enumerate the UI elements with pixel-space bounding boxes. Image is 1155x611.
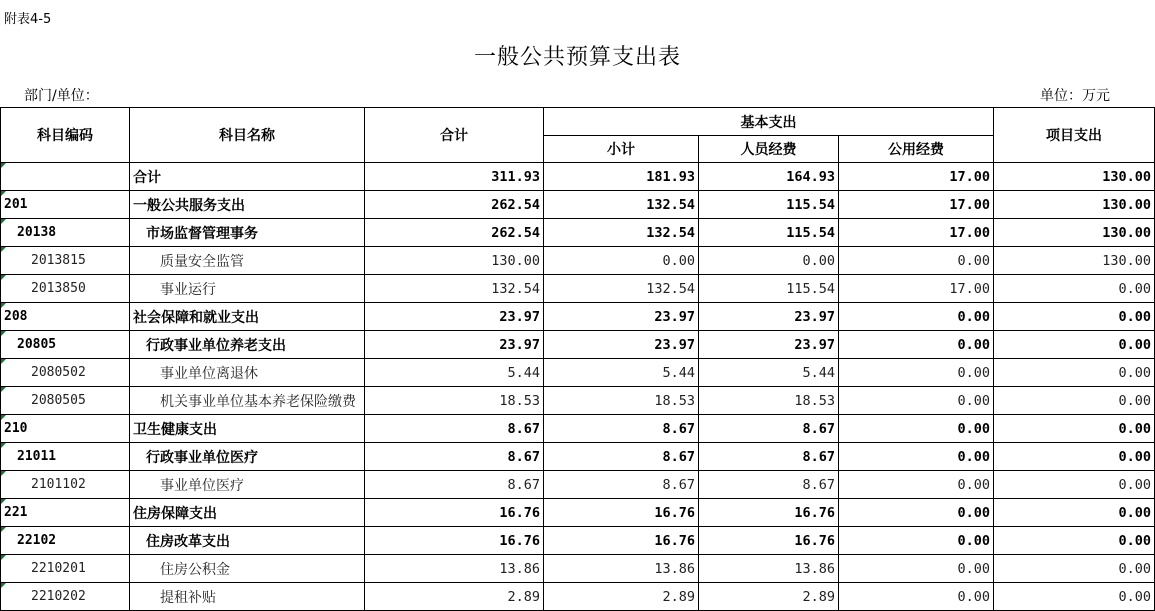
- cell-project: 0.00: [994, 359, 1155, 387]
- header-total: 合计: [365, 108, 544, 163]
- header-subtotal: 小计: [544, 136, 699, 163]
- cell-subtotal: 23.97: [544, 303, 699, 331]
- cell-personnel: 23.97: [699, 331, 839, 359]
- cell-project: 0.00: [994, 415, 1155, 443]
- cell-project: 0.00: [994, 331, 1155, 359]
- cell-project: 0.00: [994, 583, 1155, 611]
- table-row: [1, 527, 1155, 555]
- cell-total: 5.44: [365, 359, 544, 387]
- header-project: 项目支出: [994, 108, 1155, 163]
- cell-name: 机关事业单位基本养老保险缴费: [130, 387, 365, 415]
- cell-subtotal: 23.97: [544, 331, 699, 359]
- table-row: [1, 499, 1155, 527]
- cell-subtotal: 8.67: [544, 443, 699, 471]
- cell-public: 0.00: [839, 583, 994, 611]
- cell-name: 一般公共服务支出: [130, 191, 365, 219]
- table-row: [1, 191, 1155, 219]
- table-row: [1, 387, 1155, 415]
- header-code: 科目编码: [1, 108, 130, 163]
- header-personnel: 人员经费: [699, 136, 839, 163]
- cell-code: 20805: [1, 331, 130, 359]
- cell-subtotal: 5.44: [544, 359, 699, 387]
- cell-project: 130.00: [994, 191, 1155, 219]
- cell-name: 质量安全监管: [130, 247, 365, 275]
- cell-public: 17.00: [839, 219, 994, 247]
- department-label: 部门/单位：: [24, 88, 99, 104]
- cell-name: 住房公积金: [130, 555, 365, 583]
- cell-total: 23.97: [365, 303, 544, 331]
- table-row: [1, 415, 1155, 443]
- cell-personnel: 18.53: [699, 387, 839, 415]
- table-row: [1, 583, 1155, 611]
- cell-public: 0.00: [839, 555, 994, 583]
- cell-code: 20138: [1, 219, 130, 247]
- table-row: [1, 303, 1155, 331]
- cell-public: 0.00: [839, 303, 994, 331]
- cell-subtotal: 132.54: [544, 191, 699, 219]
- cell-subtotal: 8.67: [544, 415, 699, 443]
- table-row: [1, 163, 1155, 191]
- cell-code: 2080502: [1, 359, 130, 387]
- cell-code: 208: [1, 303, 130, 331]
- cell-total: 8.67: [365, 443, 544, 471]
- cell-total: 16.76: [365, 499, 544, 527]
- cell-personnel: 115.54: [699, 191, 839, 219]
- cell-public: 0.00: [839, 359, 994, 387]
- cell-project: 0.00: [994, 275, 1155, 303]
- cell-name: 提租补贴: [130, 583, 365, 611]
- cell-subtotal: 16.76: [544, 499, 699, 527]
- cell-code: 2210202: [1, 583, 130, 611]
- cell-code: 2080505: [1, 387, 130, 415]
- cell-subtotal: 13.86: [544, 555, 699, 583]
- cell-total: 2.89: [365, 583, 544, 611]
- cell-code: 221: [1, 499, 130, 527]
- cell-project: 0.00: [994, 443, 1155, 471]
- page-title: 一般公共预算支出表: [473, 45, 681, 70]
- cell-code: [1, 163, 130, 191]
- cell-subtotal: 132.54: [544, 275, 699, 303]
- cell-public: 17.00: [839, 275, 994, 303]
- cell-name: 事业单位离退休: [130, 359, 365, 387]
- cell-name: 住房改革支出: [130, 527, 365, 555]
- table-row: [1, 275, 1155, 303]
- cell-code: 2013815: [1, 247, 130, 275]
- table-row: [1, 471, 1155, 499]
- cell-personnel: 115.54: [699, 219, 839, 247]
- cell-name: 合计: [130, 163, 365, 191]
- cell-personnel: 2.89: [699, 583, 839, 611]
- cell-project: 130.00: [994, 247, 1155, 275]
- cell-name: 卫生健康支出: [130, 415, 365, 443]
- cell-personnel: 16.76: [699, 527, 839, 555]
- cell-code: 22102: [1, 527, 130, 555]
- cell-project: 130.00: [994, 219, 1155, 247]
- cell-name: 事业单位医疗: [130, 471, 365, 499]
- cell-total: 132.54: [365, 275, 544, 303]
- cell-name: 市场监督管理事务: [130, 219, 365, 247]
- cell-name: 行政事业单位医疗: [130, 443, 365, 471]
- budget-expenditure-table: [0, 107, 1155, 611]
- cell-personnel: 13.86: [699, 555, 839, 583]
- cell-total: 16.76: [365, 527, 544, 555]
- cell-personnel: 23.97: [699, 303, 839, 331]
- cell-name: 社会保障和就业支出: [130, 303, 365, 331]
- cell-total: 8.67: [365, 471, 544, 499]
- cell-code: 2210201: [1, 555, 130, 583]
- cell-subtotal: 132.54: [544, 219, 699, 247]
- cell-public: 0.00: [839, 247, 994, 275]
- unit-label: 单位：万元: [1040, 88, 1110, 104]
- cell-name: 行政事业单位养老支出: [130, 331, 365, 359]
- cell-public: 17.00: [839, 163, 994, 191]
- table-row: [1, 359, 1155, 387]
- cell-personnel: 164.93: [699, 163, 839, 191]
- table-body: [1, 163, 1155, 611]
- cell-subtotal: 18.53: [544, 387, 699, 415]
- cell-personnel: 5.44: [699, 359, 839, 387]
- cell-total: 262.54: [365, 219, 544, 247]
- cell-subtotal: 8.67: [544, 471, 699, 499]
- cell-total: 8.67: [365, 415, 544, 443]
- cell-public: 0.00: [839, 331, 994, 359]
- cell-code: 210: [1, 415, 130, 443]
- cell-name: 事业运行: [130, 275, 365, 303]
- cell-total: 13.86: [365, 555, 544, 583]
- table-row: [1, 247, 1155, 275]
- cell-public: 0.00: [839, 415, 994, 443]
- cell-subtotal: 181.93: [544, 163, 699, 191]
- table-row: [1, 443, 1155, 471]
- cell-project: 0.00: [994, 303, 1155, 331]
- header-public: 公用经费: [839, 136, 994, 163]
- cell-total: 130.00: [365, 247, 544, 275]
- cell-public: 17.00: [839, 191, 994, 219]
- cell-project: 0.00: [994, 471, 1155, 499]
- header-name: 科目名称: [130, 108, 365, 163]
- cell-project: 0.00: [994, 499, 1155, 527]
- cell-subtotal: 0.00: [544, 247, 699, 275]
- cell-personnel: 8.67: [699, 415, 839, 443]
- cell-public: 0.00: [839, 387, 994, 415]
- table-row: [1, 219, 1155, 247]
- cell-project: 0.00: [994, 387, 1155, 415]
- cell-subtotal: 2.89: [544, 583, 699, 611]
- table-row: [1, 555, 1155, 583]
- cell-personnel: 0.00: [699, 247, 839, 275]
- cell-name: 住房保障支出: [130, 499, 365, 527]
- cell-personnel: 16.76: [699, 499, 839, 527]
- cell-public: 0.00: [839, 499, 994, 527]
- cell-code: 2101102: [1, 471, 130, 499]
- cell-code: 201: [1, 191, 130, 219]
- cell-total: 23.97: [365, 331, 544, 359]
- cell-public: 0.00: [839, 443, 994, 471]
- cell-code: 2013850: [1, 275, 130, 303]
- cell-project: 130.00: [994, 163, 1155, 191]
- cell-total: 311.93: [365, 163, 544, 191]
- cell-subtotal: 16.76: [544, 527, 699, 555]
- attachment-label: 附表4-5: [4, 12, 52, 27]
- table-row: [1, 331, 1155, 359]
- cell-project: 0.00: [994, 555, 1155, 583]
- cell-personnel: 8.67: [699, 471, 839, 499]
- header-basic-group: 基本支出: [544, 108, 994, 136]
- cell-total: 262.54: [365, 191, 544, 219]
- cell-public: 0.00: [839, 471, 994, 499]
- cell-code: 21011: [1, 443, 130, 471]
- cell-personnel: 115.54: [699, 275, 839, 303]
- cell-total: 18.53: [365, 387, 544, 415]
- cell-personnel: 8.67: [699, 443, 839, 471]
- cell-public: 0.00: [839, 527, 994, 555]
- cell-project: 0.00: [994, 527, 1155, 555]
